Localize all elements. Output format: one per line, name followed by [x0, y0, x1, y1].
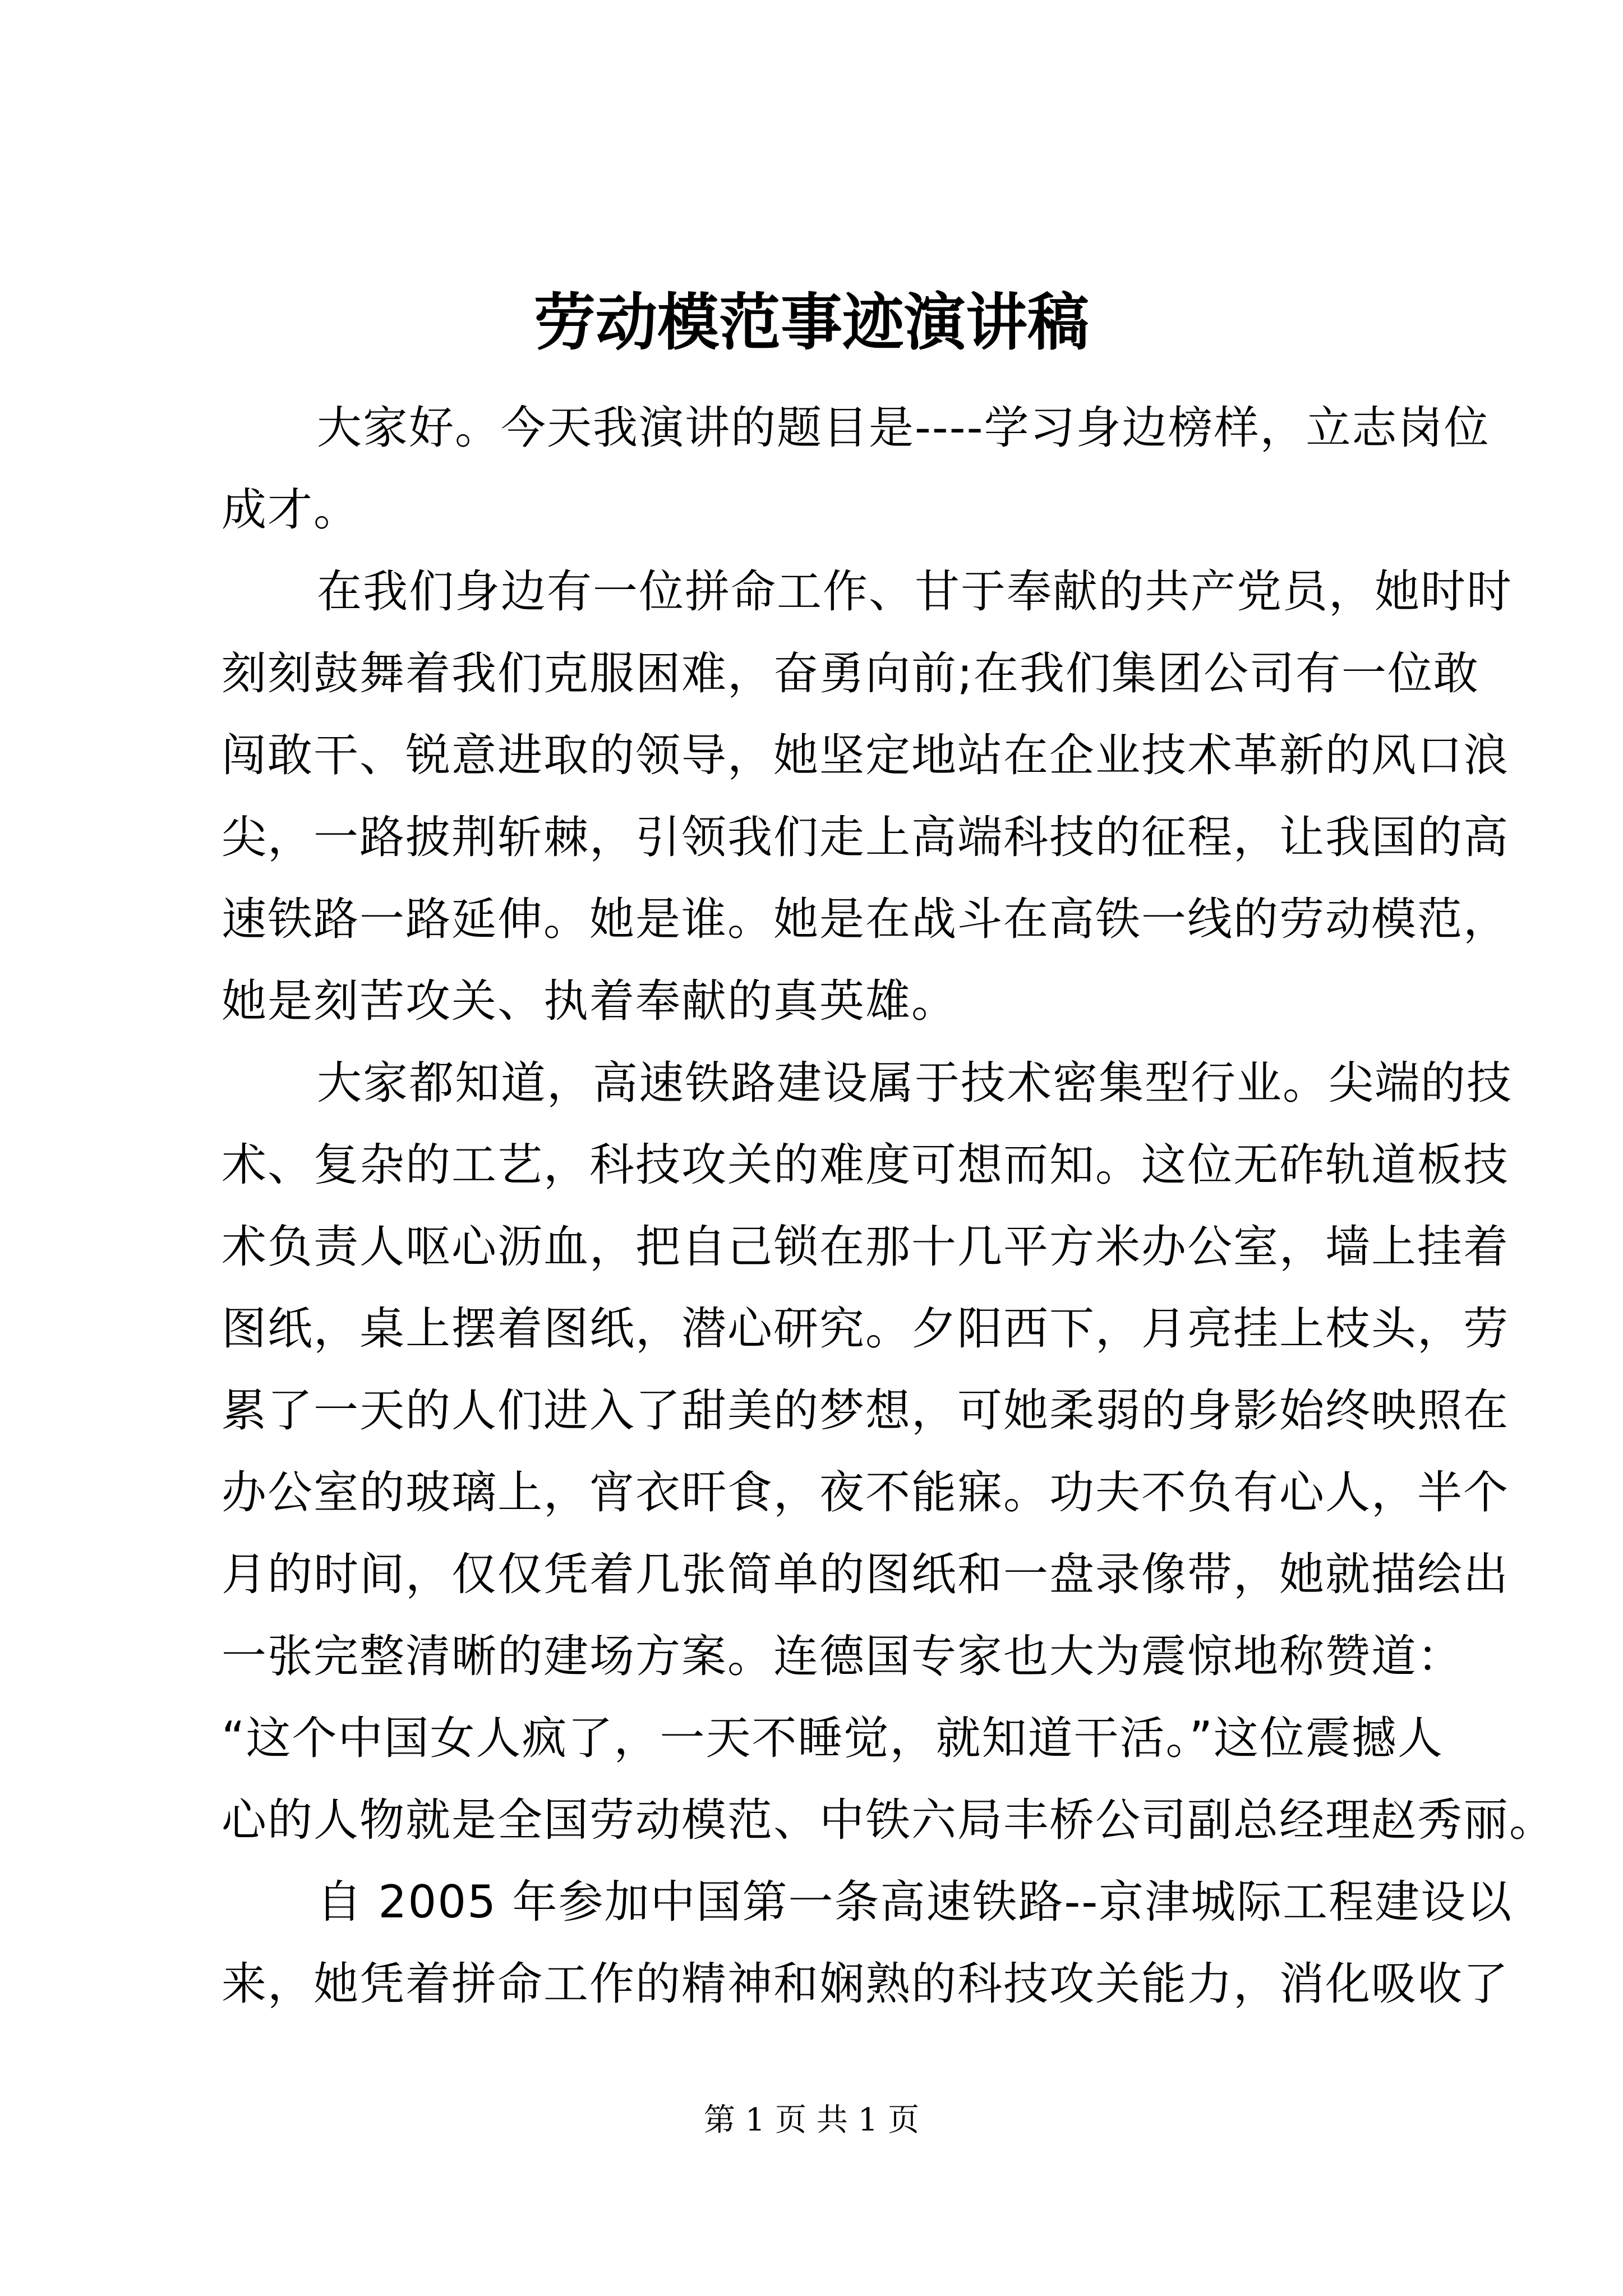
body-line: 刻刻鼓舞着我们克服困难，奋勇向前;在我们集团公司有一位敢 — [222, 647, 1479, 700]
body-line: 速铁路一路延伸。她是谁。她是在战斗在高铁一线的劳动模范， — [222, 893, 1509, 945]
body-line: 办公室的玻璃上，宵衣旰食，夜不能寐。功夫不负有心人，半个 — [222, 1466, 1509, 1519]
page-footer: 第 1 页 共 1 页 — [703, 2102, 920, 2138]
body-line: 术、复杂的工艺，科技攻关的难度可想而知。这位无砟轨道板技 — [222, 1139, 1509, 1191]
body-line: 闯敢干、锐意进取的领导，她坚定地站在企业技术革新的风口浪 — [222, 729, 1509, 781]
body-line: “这个中国女人疯了，一天不睡觉，就知道干活。”这位震撼人 — [222, 1712, 1444, 1764]
body-line: 图纸，桌上摆着图纸，潜心研究。夕阳西下，月亮挂上枝头，劳 — [222, 1303, 1509, 1355]
body-line: 术负责人呕心沥血，把自己锁在那十几平方米办公室，墙上挂着 — [222, 1221, 1509, 1273]
document-title: 劳动模范事迹演讲稿 — [534, 286, 1089, 358]
body-line: 月的时间，仅仅凭着几张简单的图纸和一盘录像带，她就描绘出 — [222, 1548, 1509, 1600]
body-line: 来，她凭着拼命工作的精神和娴熟的科技攻关能力，消化吸收了 — [222, 1958, 1509, 2010]
body-line: 心的人物就是全国劳动模范、中铁六局丰桥公司副总经理赵秀丽。 — [222, 1794, 1555, 1846]
body-line: 累了一天的人们进入了甜美的梦想，可她柔弱的身影始终映照在 — [222, 1384, 1509, 1437]
body-line: 在我们身边有一位拼命工作、甘于奉献的共产党员，她时时 — [317, 565, 1513, 618]
body-line: 一张完整清晰的建场方案。连德国专家也大为震惊地称赞道： — [222, 1630, 1463, 1682]
body-line: 自 2005 年参加中国第一条高速铁路--京津城际工程建设以 — [317, 1876, 1513, 1928]
body-line: 她是刻苦攻关、执着奉献的真英雄。 — [222, 975, 957, 1027]
body-line: 大家都知道，高速铁路建设属于技术密集型行业。尖端的技 — [317, 1057, 1513, 1109]
body-line: 成才。 — [222, 484, 359, 536]
body-line: 大家好。今天我演讲的题目是----学习身边榜样，立志岗位 — [317, 402, 1490, 454]
body-line: 尖，一路披荆斩棘，引领我们走上高端科技的征程，让我国的高 — [222, 811, 1509, 863]
